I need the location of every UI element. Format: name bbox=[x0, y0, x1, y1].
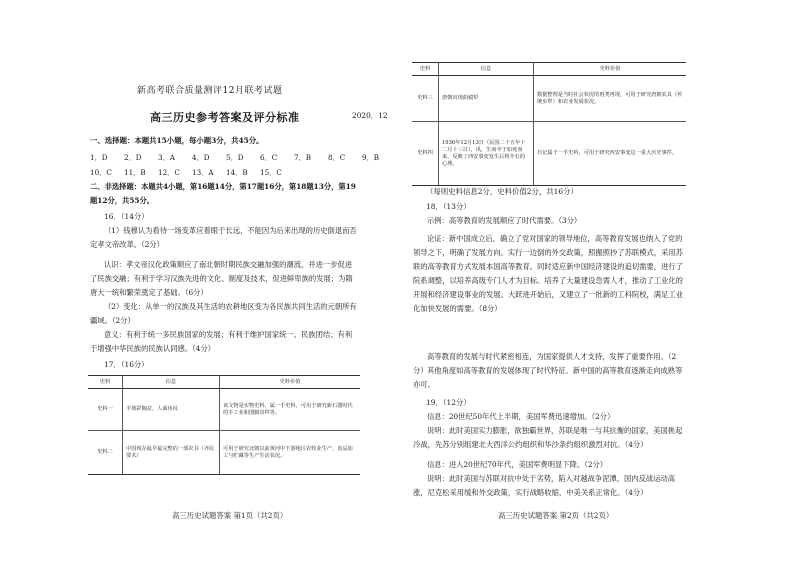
q19-explanation-1: 说明：此时美国实力膨胀，欲独霸世界，苏联是唯一与其抗衡的国家，美国挑起冷战，先苏分别组建北大西洋公约组织和华沙条约组织激烈对抗。（4分） bbox=[413, 426, 683, 449]
answers-row-1 bbox=[90, 153, 382, 163]
col-header-source: 史料 bbox=[88, 376, 123, 389]
col-header-source: 史料 bbox=[412, 63, 439, 76]
source-value: 日记属于一手史料，可用于研究西安事变这一重大历史事件。 bbox=[534, 122, 687, 186]
q16-analysis: 认识：孝文帝汉化政策顺应了南北朝时期民族交融加强的潮流，并进一步促进了民族交融；有利于学习汉族先进的文化、制度及技术，促进鲜卑族的发展；为隋唐大一统和繁荣奠定了基础。（6分） bbox=[90, 260, 353, 297]
q18-note: 其他角度如高等教育的发展体现了时代特征、新中国的高等教育逐渐走向成熟等亦可。 bbox=[413, 366, 683, 389]
q17-source-table-1 bbox=[88, 375, 360, 475]
source-info: 半坡彩陶盆，人面鱼纹 bbox=[123, 389, 220, 431]
answer-item: 11．B bbox=[124, 168, 146, 177]
source-label: 史料二 bbox=[88, 431, 123, 475]
col-header-value: 史料价值 bbox=[534, 63, 687, 76]
answer-item: 7．B bbox=[294, 153, 312, 162]
answer-item: 1．D bbox=[90, 153, 108, 162]
q16-significance: 意义：有利于统一多民族国家的发展；有利于维护国家统一、民族团结；有利于增强中华民族的民族认同感。（4分） bbox=[90, 330, 353, 353]
q18-example: 示例：高等教育的发展顺应了时代需要。（3分） bbox=[427, 216, 582, 225]
source-label: 史料一 bbox=[88, 389, 123, 431]
source-info: 中国现存最早最完整的一部农书（齐民要术） bbox=[123, 431, 220, 475]
answer-item: 8．C bbox=[328, 153, 346, 162]
answer-item: 5．D bbox=[226, 153, 244, 162]
q16-part2: （2）变化：从单一的汉族及其生活的农耕地区变为各民族共同生活的元朝所有疆域。（2分） bbox=[90, 302, 357, 325]
answers-row-2 bbox=[90, 168, 294, 178]
q17-source-table-2 bbox=[412, 62, 686, 186]
section2-header: 二、非选择题：本题共4小题，第16题14分，第17题16分，第18题13分，第19题12分，共55分。 bbox=[90, 182, 356, 205]
answer-item: 9．B bbox=[362, 153, 380, 162]
q19-info-2: 信息：进入20世纪70年代，美国军费明显下降。（2分） bbox=[427, 460, 608, 469]
table-row bbox=[412, 76, 686, 122]
source-info: 1936年12月13日（民国二十五年十二月十三日），讯，生而卒于如死而来。反映了西安事变发生后将介石的心理。 bbox=[439, 122, 534, 186]
source-value: 可用于研究北朝以前黄河中下游地区农牧业生产、食品加工与贮藏等生产生活状况。 bbox=[220, 431, 361, 475]
answer-item: 10．C bbox=[90, 168, 112, 177]
table-row bbox=[88, 389, 360, 431]
answer-item: 6．C bbox=[260, 153, 278, 162]
source-info: 唐朝出现曲辕犁 bbox=[439, 76, 534, 122]
q19-title: 19．（12分） bbox=[426, 398, 471, 407]
col-header-value: 史料价值 bbox=[220, 376, 361, 389]
answer-item: 14．B bbox=[226, 168, 248, 177]
answer-item: 4．D bbox=[192, 153, 210, 162]
table-header-row bbox=[88, 376, 360, 389]
q18-title: 18．（13分） bbox=[426, 202, 471, 211]
answer-item: 15．C bbox=[260, 168, 282, 177]
answer-page-2 bbox=[397, 0, 794, 562]
col-header-info: 信息 bbox=[123, 376, 220, 389]
source-value: 该文物是实物史料，属一手史料，可用于研究新石器时代的手工业和图腾崇拜等。 bbox=[220, 389, 361, 431]
source-label: 史料三 bbox=[412, 76, 439, 122]
q17-title: 17．（16分） bbox=[104, 360, 149, 369]
page-footer: 高三历史试题答案 第2页（共2页） bbox=[498, 511, 614, 520]
answer-item: 2．D bbox=[124, 153, 142, 162]
q16-title: 16．（14分） bbox=[104, 212, 149, 221]
col-header-info: 信息 bbox=[439, 63, 534, 76]
q18-argument: 论证：新中国成立后，确立了党对国家的领导地位，高等教育发展也纳入了党的领导之下，明确了发展方向。实行一边倒的外交政策，照搬照抄了苏联模式，采用苏联的高等教育方式发展本国高等教育。同时适应新中国经济建设的追切需要，进行了院系调整，以培养高级专门人才为目标。培养了大量建设急需人才，推动了工业化的开展和经济建设事业的发展。大跃进开始后，又建立了一批新的工科院校，满足工业化加快发展的需要。（8分） bbox=[413, 234, 683, 313]
q16-part1: （1）钱穆认为看待一场变革应着眼于长远，不能因为后来出现的历史倒退而否定孝文帝改革。（2分） bbox=[90, 226, 357, 249]
exam-date: 2020．12 bbox=[352, 111, 388, 120]
q18-conclusion: 高等教育的发展与时代紧密相连，为国家提供人才支持，发挥了重要作用。（2分） bbox=[413, 352, 677, 375]
answer-item: 12．C bbox=[158, 168, 180, 177]
source-value: 数据整理是当时社会状况的再类再现，可用于研究唐朝农具（传统步犁）和农业发展状况。 bbox=[534, 76, 687, 122]
page-subtitle: 高三历史参考答案及评分标准 bbox=[150, 111, 300, 124]
q19-info-1: 信息：20世纪50年代上半期，美国军费迅速增加。（2分） bbox=[427, 412, 615, 421]
answer-item: 13．A bbox=[192, 168, 214, 177]
source-label: 史料四 bbox=[412, 122, 439, 186]
q17-scoring-note: （每则史料信息2分，史料价值2分，共16分） bbox=[426, 187, 578, 196]
answer-item: 3．A bbox=[158, 153, 175, 162]
q19-explanation-2: 说明：此时美国与苏联对抗中处于劣势，陷入对越战争泥潭，国内反战运动高涨，尼克松采用缓和外交政策，实行战略收缩，中美关系正常化。（4分） bbox=[413, 474, 676, 497]
table-row bbox=[412, 122, 686, 186]
table-header-row bbox=[412, 63, 686, 76]
page-footer: 高三历史试题答案 第1页（共2页） bbox=[172, 511, 288, 520]
table-row bbox=[88, 431, 360, 475]
exam-title: 新高考联合质量测评12月联考试题 bbox=[137, 86, 283, 96]
section1-header: 一、选择题：本题共15小题，每小题3分，共45分。 bbox=[90, 136, 264, 145]
